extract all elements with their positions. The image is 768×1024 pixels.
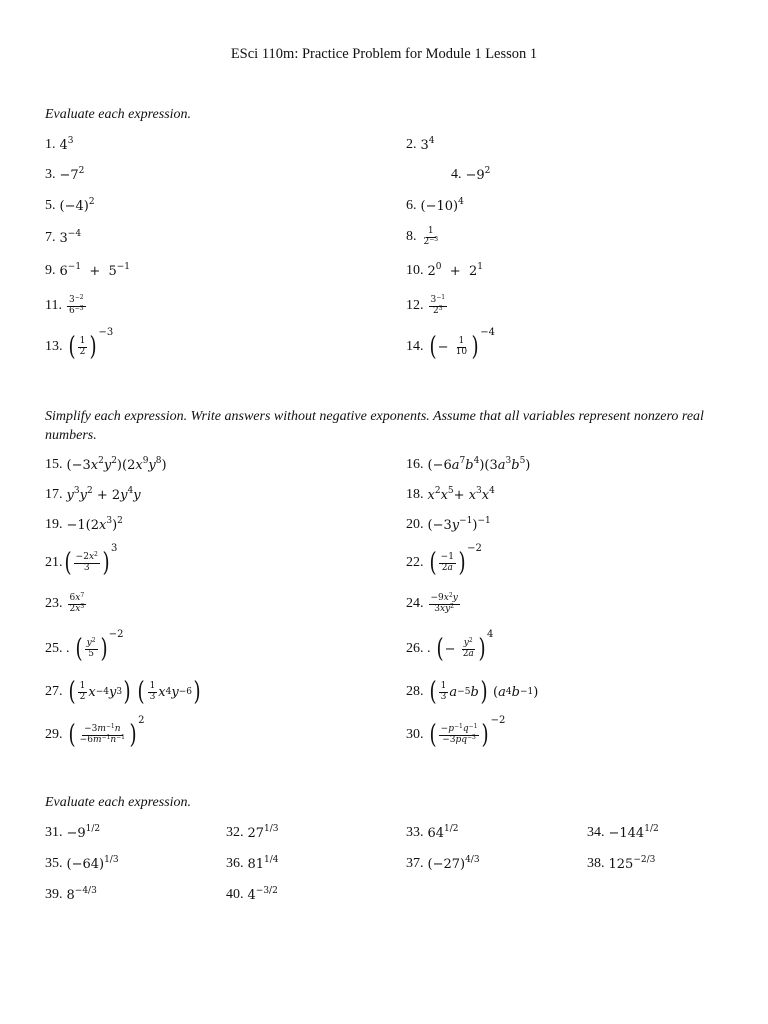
problem-number: 25. .	[45, 641, 70, 656]
problem-number: 28.	[406, 684, 424, 699]
problem-31	[45, 823, 101, 841]
math-expression: $-9^{1/2}$	[66, 823, 101, 841]
math-expression: ( $\frac{-2x^2}{3}$ ) 3	[64, 543, 118, 578]
problem-17	[45, 485, 141, 503]
problem-number: 24.	[406, 596, 424, 612]
problem-number: 34.	[587, 825, 605, 840]
math-expression: $(-6a^7b^4)(3a^3b^5)$	[427, 455, 531, 473]
math-expression: $\frac{-9x^2y}{3xy^2}$	[430, 592, 458, 614]
problem-number: 39.	[45, 887, 63, 902]
math-expression: $\frac{1}{2^{-3}}$	[423, 226, 439, 247]
problem-number: 5.	[45, 198, 56, 213]
problem-number: 40.	[226, 887, 244, 902]
problem-18	[406, 485, 495, 503]
problem-20	[406, 515, 491, 533]
problem-number: 11.	[45, 298, 62, 314]
math-expression: $(-4)^2$	[59, 196, 95, 214]
math-expression: $(-3y^{-1})^{-1}$	[427, 515, 491, 533]
problem-16	[406, 455, 531, 473]
problem-number: 19.	[45, 517, 63, 532]
math-expression: $(-64)^{1/3}$	[66, 854, 119, 872]
problem-27	[45, 679, 202, 705]
problem-24	[406, 594, 461, 615]
math-expression: ( − $\frac{1}{10}$ ) −4	[429, 327, 496, 362]
page-title: ESci 110m: Practice Problem for Module 1 Lesson 1	[230, 46, 538, 62]
problem-number: 10.	[406, 263, 424, 278]
problem-32	[226, 823, 279, 841]
problem-number: 3.	[45, 167, 56, 182]
problem-number: 30.	[406, 727, 424, 742]
math-expression: ( $\frac{-p^{-1}q^{-1}}{-3pq^{-3}}$ ) −2	[429, 715, 506, 750]
problem-8	[406, 227, 441, 248]
problem-13	[45, 327, 114, 362]
math-expression: $-9^2$	[465, 165, 491, 183]
problem-23	[45, 594, 87, 615]
problem-number: 18.	[406, 487, 424, 502]
problem-28	[406, 679, 538, 705]
problem-3	[45, 165, 85, 183]
problem-number: 20.	[406, 517, 424, 532]
problem-29	[45, 715, 145, 750]
problem-number: 6.	[406, 198, 417, 213]
problem-36	[226, 854, 279, 872]
problem-number: 15.	[45, 457, 63, 472]
math-expression: $x^2x^5+ x^3x^4$	[427, 485, 495, 503]
problem-number: 12.	[406, 298, 424, 314]
math-expression: $4^{-3/2}$	[247, 885, 278, 903]
problem-number: 29.	[45, 727, 63, 742]
problem-6	[406, 196, 464, 214]
problem-7	[45, 228, 82, 246]
math-expression: $\frac{3^{-2}}{6^{-3}}$	[68, 294, 84, 316]
math-expression: $(-27)^{4/3}$	[427, 854, 480, 872]
problem-number: 37.	[406, 856, 424, 871]
math-expression: ( $\frac{-3m^{-1}n}{-6m^{-1}n^{-1}}$ ) 2	[68, 715, 145, 750]
problem-21	[45, 543, 118, 578]
problem-9	[45, 261, 131, 279]
problem-40	[226, 885, 278, 903]
problem-38	[587, 854, 656, 872]
problem-number: 26. .	[406, 641, 431, 656]
problem-5	[45, 196, 95, 214]
math-expression: ( $\frac{y^2}{5}$ ) −2	[75, 629, 124, 664]
problem-number: 22.	[406, 555, 424, 570]
math-expression: ( $\frac{1}{2}$ ) −3	[68, 327, 114, 362]
math-expression: $(-3x^2y^2)(2x^9y^8)$	[66, 455, 167, 473]
problem-number: 2.	[406, 137, 417, 152]
math-expression: $2^0 + 2^1$	[427, 261, 483, 279]
math-expression: $(-10)^4$	[420, 196, 464, 214]
problem-number: 21.	[45, 555, 63, 570]
problem-25	[45, 629, 124, 664]
problem-number: 33.	[406, 825, 424, 840]
math-expression: $3^{-4}$	[59, 228, 82, 246]
problem-2	[406, 135, 435, 153]
problem-number: 23.	[45, 596, 63, 612]
math-expression: $3^4$	[420, 135, 435, 153]
math-expression: $64^{1/2}$	[427, 823, 459, 841]
problem-number: 13.	[45, 339, 63, 354]
math-expression: ( $\frac{-1}{2a}$ ) −2	[429, 543, 482, 578]
problem-11	[45, 296, 87, 317]
math-expression: ( $\frac{1}{3}$ a −5 b ) ( a 4 b −1 )	[429, 677, 539, 707]
problem-19	[45, 515, 123, 533]
math-expression: $\frac{6x^7}{2x^3}$	[69, 592, 85, 614]
problem-number: 16.	[406, 457, 424, 472]
problem-12	[406, 296, 448, 317]
math-expression: $8^{-4/3}$	[66, 885, 97, 903]
section-instruction-1: Evaluate each expression.	[45, 107, 192, 122]
problem-number: 17.	[45, 487, 63, 502]
problem-1	[45, 135, 74, 153]
math-expression: $27^{1/3}$	[247, 823, 279, 841]
section-instruction-2: Simplify each expression. Write answers without negative exponents. Assume that all variables represent nonzero real numbers.	[45, 409, 704, 443]
math-expression: ( − $\frac{y^2}{2a}$ ) 4	[436, 629, 494, 664]
problem-10	[406, 261, 483, 279]
math-expression: $125^{-2/3}$	[608, 854, 656, 872]
problem-number: 35.	[45, 856, 63, 871]
problem-30	[406, 715, 506, 750]
problem-number: 38.	[587, 856, 605, 871]
math-expression: ( $\frac{1}{2}$ x −4 y 3 ) ( $\frac{1}{3}$ x 4 y −6 )	[68, 677, 201, 707]
problem-number: 1.	[45, 137, 56, 152]
problem-number: 7.	[45, 230, 56, 245]
problem-33	[406, 823, 459, 841]
problem-number: 14.	[406, 339, 424, 354]
problem-number: 9.	[45, 263, 56, 278]
math-expression: $4^3$	[59, 135, 74, 153]
math-expression: $-1(2x^3)^2$	[66, 515, 123, 533]
math-expression: $6^{-1} + 5^{-1}$	[59, 261, 131, 279]
problem-26	[406, 629, 494, 664]
problem-number: 31.	[45, 825, 63, 840]
problem-34	[587, 823, 659, 841]
problem-number: 32.	[226, 825, 244, 840]
problem-number: 36.	[226, 856, 244, 871]
problem-number: 4.	[451, 167, 462, 182]
math-expression: $y^3y^2 + 2y^4y$	[66, 485, 141, 503]
problem-14	[406, 327, 496, 362]
problem-37	[406, 854, 480, 872]
problem-number: 27.	[45, 684, 63, 699]
problem-number: 8.	[406, 229, 417, 245]
math-expression: $\frac{3^{-1}}{2^3}$	[430, 294, 446, 316]
math-expression: $81^{1/4}$	[247, 854, 279, 872]
problem-15	[45, 455, 167, 473]
math-expression: $-144^{1/2}$	[608, 823, 659, 841]
problem-39	[45, 885, 97, 903]
math-expression: $-7^2$	[59, 165, 85, 183]
problem-22	[406, 543, 482, 578]
section-instruction-3: Evaluate each expression.	[45, 795, 192, 810]
problem-35	[45, 854, 119, 872]
problem-4	[451, 165, 491, 183]
